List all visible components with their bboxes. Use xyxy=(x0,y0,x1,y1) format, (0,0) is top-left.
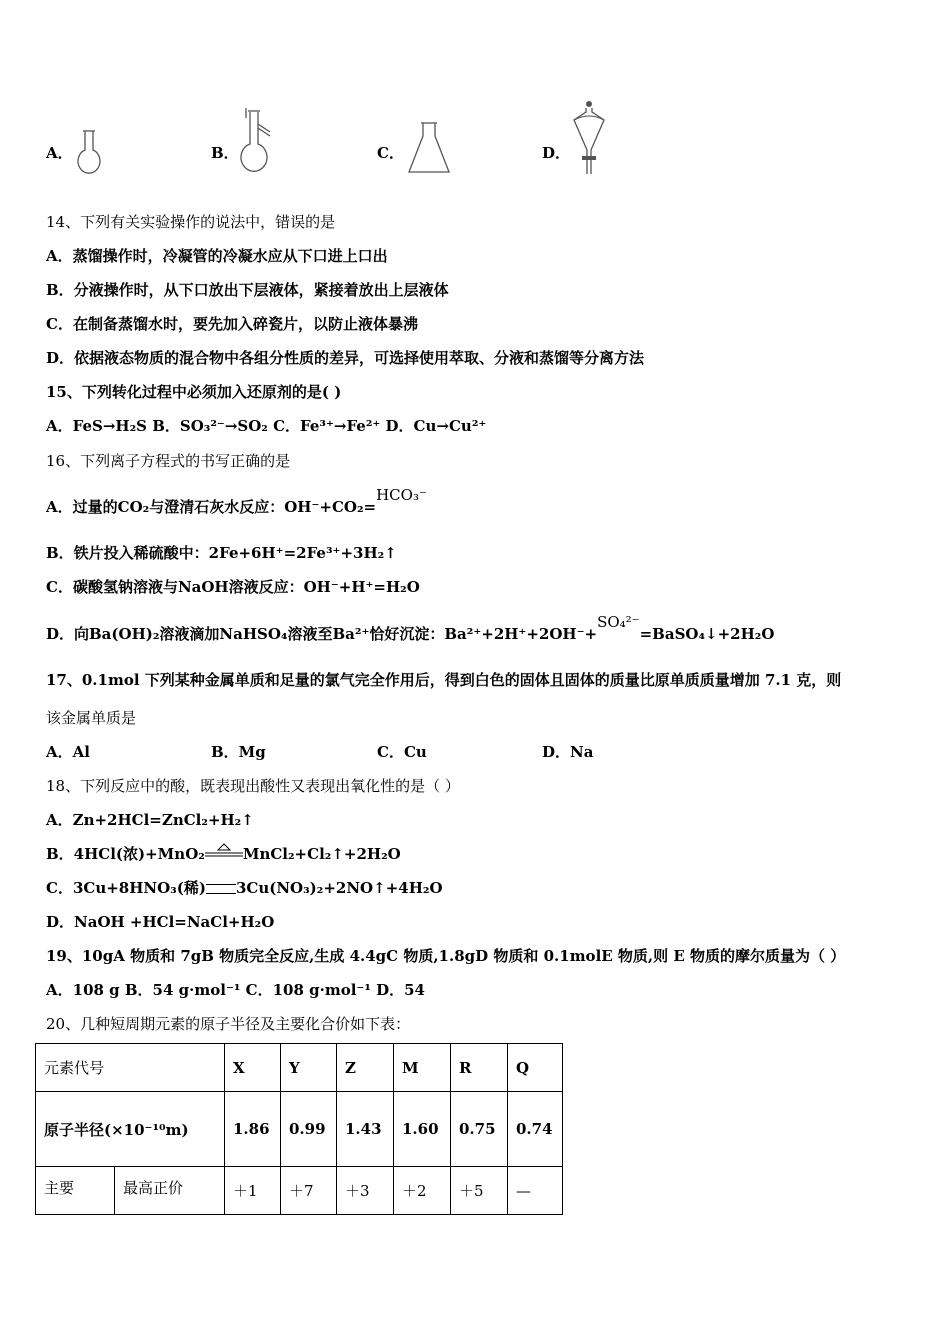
radius-cell: 0.74 xyxy=(508,1092,563,1167)
equals-sign xyxy=(206,884,236,894)
sulfate-ion: SO₄²⁻ xyxy=(597,613,640,631)
valence-cell: ＋5 xyxy=(451,1167,508,1215)
q20-stem: 20、几种短周期元素的原子半径及主要化合价如下表： xyxy=(46,1015,411,1033)
round-bottom-flask-icon xyxy=(72,128,106,178)
q16-option-d: D．向Ba(OH)₂溶液滴加NaHSO₄溶液至Ba²⁺恰好沉淀：Ba²⁺+2H⁺+2OH⁻+SO₄²⁻=BaSO₄↓+2H₂O xyxy=(46,613,775,643)
valence-cell: ＋1 xyxy=(225,1167,281,1215)
element-table xyxy=(35,1043,563,1215)
heat-equals-sign xyxy=(205,849,243,861)
radius-cell: 0.75 xyxy=(451,1092,508,1167)
bicarbonate-ion: HCO₃⁻ xyxy=(376,486,427,504)
q14-option-c: C．在制备蒸馏水时，要先加入碎瓷片，以防止液体暴沸 xyxy=(46,315,418,333)
q16-option-c: C．碳酸氢钠溶液与NaOH溶液反应：OH⁻+H⁺=H₂O xyxy=(46,578,420,596)
q18-option-a: A．Zn+2HCl=ZnCl₂+H₂↑ xyxy=(46,811,254,829)
radius-cell: 1.86 xyxy=(225,1092,281,1167)
q14-option-a: A．蒸馏操作时，冷凝管的冷凝水应从下口进上口出 xyxy=(46,247,388,265)
valence-label: 最高正价 xyxy=(115,1167,225,1215)
table-row-radius xyxy=(36,1092,563,1167)
element-cell: Z xyxy=(337,1044,394,1092)
q18-option-c: C．3Cu+8HNO₃(稀) 3Cu(NO₃)₂+2NO↑+4H₂O xyxy=(46,879,443,897)
q17-option-d: D．Na xyxy=(542,743,594,761)
valence-group-label: 主要 xyxy=(36,1167,115,1215)
table-row-valence xyxy=(36,1167,563,1215)
q17-stem-line1: 17、0.1mol 下列某种金属单质和足量的氯气完全作用后，得到白色的固体且固体的质量比原单质质量增加 7.1 克，则 xyxy=(46,671,842,689)
valence-cell: ＋2 xyxy=(394,1167,451,1215)
q19-options: A．108 g B．54 g·mol⁻¹ C．108 g·mol⁻¹ D．54 xyxy=(46,981,425,999)
q15-stem: 15、下列转化过程中必须加入还原剂的是( ) xyxy=(46,383,342,401)
element-cell: X xyxy=(225,1044,281,1092)
q16-option-b: B．铁片投入稀硫酸中：2Fe+6H⁺=2Fe³⁺+3H₂↑ xyxy=(46,544,397,562)
table-row-header xyxy=(36,1044,563,1092)
q14-stem: 14、下列有关实验操作的说法中，错误的是 xyxy=(46,213,336,231)
q15-options: A．FeS→H₂S B．SO₃²⁻→SO₂ C．Fe³⁺→Fe²⁺ D．Cu→Cu²⁺ xyxy=(46,417,487,435)
q18-option-d: D．NaOH +HCl=NaCl+H₂O xyxy=(46,913,275,931)
q17-option-b: B．Mg xyxy=(211,743,266,761)
valence-cell: ＋7 xyxy=(281,1167,337,1215)
header-label: 元素代号 xyxy=(36,1044,225,1092)
radius-label: 原子半径(×10⁻¹⁰m) xyxy=(36,1092,225,1167)
element-cell: R xyxy=(451,1044,508,1092)
conical-flask-icon xyxy=(405,120,453,178)
q17-option-c: C．Cu xyxy=(377,743,427,761)
radius-cell: 0.99 xyxy=(281,1092,337,1167)
separatory-funnel-icon xyxy=(570,98,608,180)
valence-cell: ＋3 xyxy=(337,1167,394,1215)
element-cell: Y xyxy=(281,1044,337,1092)
q14-option-b: B．分液操作时，从下口放出下层液体，紧接着放出上层液体 xyxy=(46,281,449,299)
q16-stem: 16、下列离子方程式的书写正确的是 xyxy=(46,452,291,470)
q16-option-a: A．过量的CO₂与澄清石灰水反应：OH⁻+CO₂=HCO₃⁻ xyxy=(46,486,427,516)
element-cell: M xyxy=(394,1044,451,1092)
q19-stem: 19、10gA 物质和 7gB 物质完全反应,生成 4.4gC 物质,1.8gD 物质和 0.1molE 物质,则 E 物质的摩尔质量为（ ） xyxy=(46,947,846,965)
q17-option-a: A．Al xyxy=(46,743,90,761)
radius-cell: 1.60 xyxy=(394,1092,451,1167)
distillation-flask-icon xyxy=(234,106,278,180)
q14-option-d: D．依据液态物质的混合物中各组分性质的差异，可选择使用萃取、分液和蒸馏等分离方法 xyxy=(46,349,645,367)
apparatus-label-b: B． xyxy=(211,144,239,162)
radius-cell: 1.43 xyxy=(337,1092,394,1167)
apparatus-label-d: D． xyxy=(542,144,571,162)
apparatus-label-a: A． xyxy=(46,144,73,162)
q18-option-b: B．4HCl(浓)+MnO₂ MnCl₂+Cl₂↑+2H₂O xyxy=(46,845,401,863)
q18-stem: 18、下列反应中的酸，既表现出酸性又表现出氧化性的是（ ） xyxy=(46,777,460,795)
q17-stem-line2: 该金属单质是 xyxy=(46,709,137,727)
element-cell: Q xyxy=(508,1044,563,1092)
valence-cell: — xyxy=(508,1167,563,1215)
apparatus-label-c: C． xyxy=(377,144,404,162)
